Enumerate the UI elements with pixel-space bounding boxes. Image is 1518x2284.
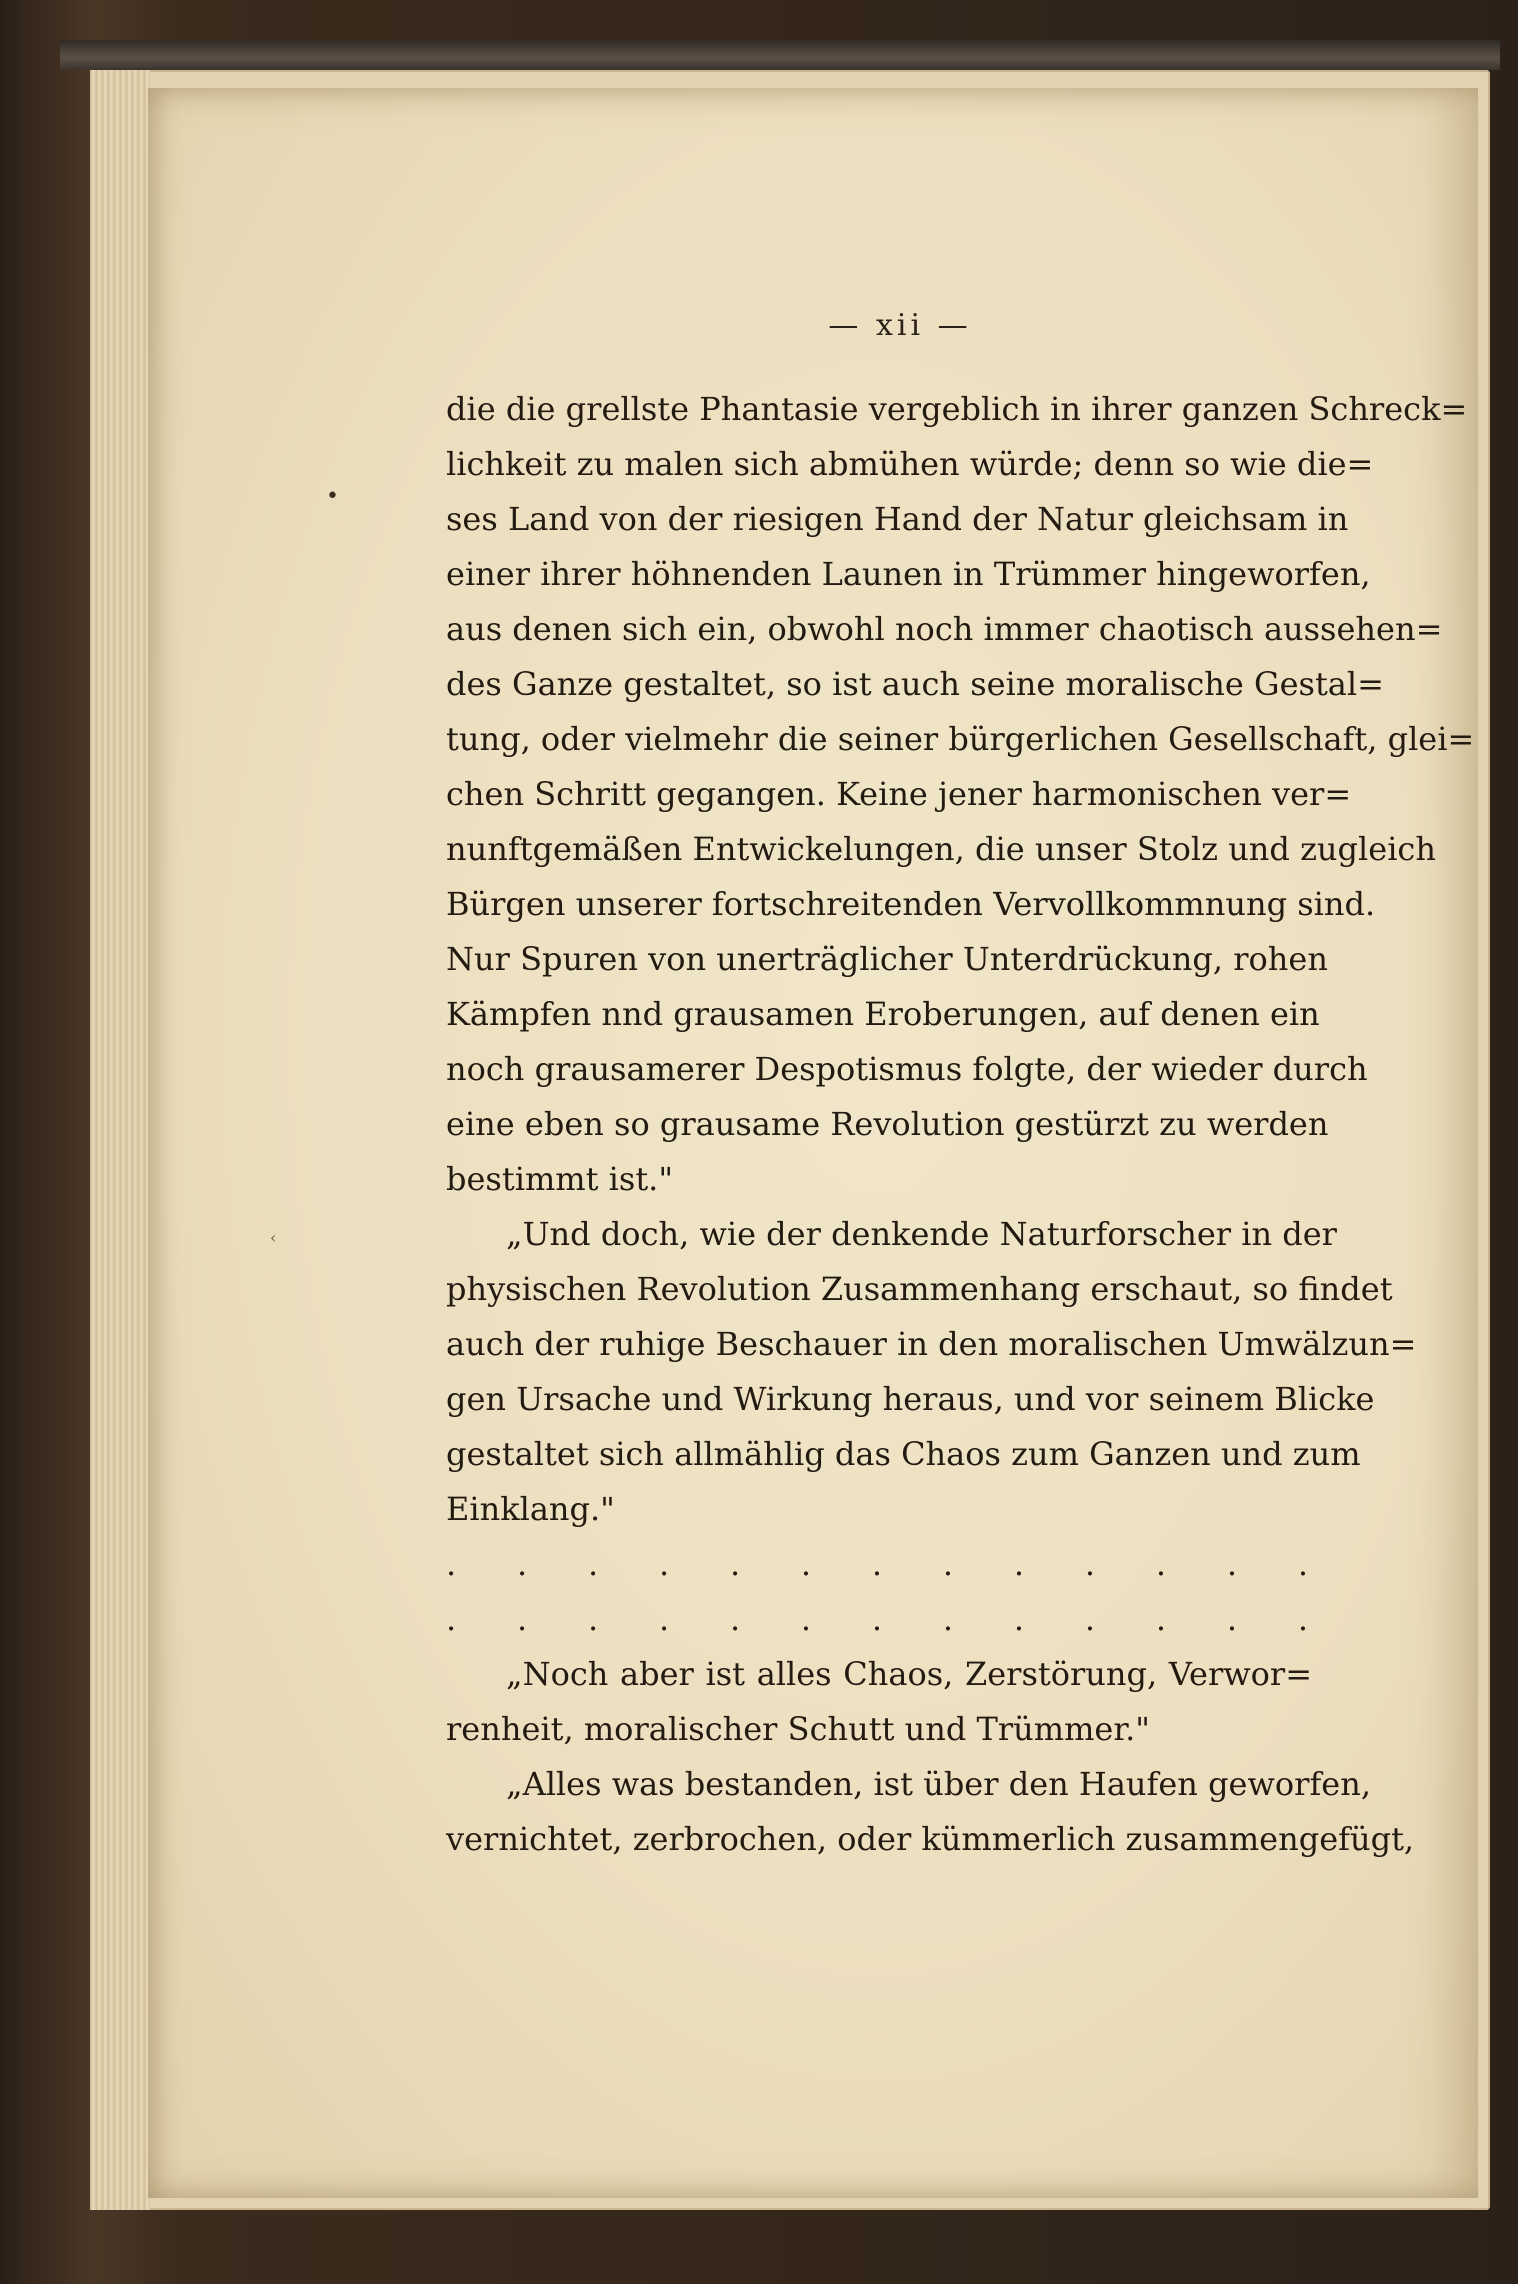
ellipsis-dot: . [1013,1600,1025,1638]
ellipsis-dot: . [446,1545,457,1583]
text-line: gestaltet sich allmählig das Chaos zum Ganzen und zum [446,1435,1361,1473]
text-line: bestimmt ist." [446,1160,674,1198]
text-line: „Alles was bestanden, ist über den Haufen geworfen, [506,1765,1371,1803]
ellipsis-dot: . [871,1600,883,1638]
cover-top-edge [60,40,1500,70]
ellipsis-dot: . [1084,1600,1096,1638]
ellipsis-dot: . [729,1600,741,1638]
ellipsis-dot: . [1013,1545,1025,1583]
ellipsis-dot: . [942,1600,954,1638]
body-text [446,382,1475,1867]
text-line: ses Land von der riesigen Hand der Natur gleichsam in [446,500,1349,538]
text-line: „Und doch, wie der denkende Naturforscher in der [506,1215,1337,1253]
text-line: Einklang." [446,1490,615,1528]
text-line: Nur Spuren von unerträglicher Unterdrückung, rohen [446,940,1328,978]
ellipsis-dot: . [658,1600,670,1638]
text-line: nunftgemäßen Entwickelungen, die unser Stolz und zugleich [446,830,1436,868]
text-line: „Noch aber ist alles Chaos, Zerstörung, Verwor= [506,1655,1312,1693]
ellipsis-dot: . [1226,1545,1237,1583]
text-line: des Ganze gestaltet, so ist auch seine moralische Gestal= [446,665,1384,703]
text-line: noch grausamerer Despotismus folgte, der wieder durch [446,1050,1368,1088]
text-line: aus denen sich ein, obwohl noch immer chaotisch aussehen= [446,610,1443,648]
text-line: einer ihrer höhnenden Launen in Trümmer hingeworfen, [446,555,1371,593]
text-line: Bürgen unserer fortschreitenden Vervollkommnung sind. [446,885,1376,923]
ellipsis-dot: . [800,1600,812,1638]
ellipsis-dot: . [516,1545,528,1583]
ellipsis-dot: . [800,1545,812,1583]
ellipsis-dot: . [1297,1600,1308,1638]
ellipsis-row [446,1592,1312,1647]
text-line: chen Schritt gegangen. Keine jener harmonischen ver= [446,775,1352,813]
text-line: Kämpfen nnd grausamen Eroberungen, auf denen ein [446,995,1320,1033]
text-line: auch der ruhige Beschauer in den moralischen Umwälzun= [446,1325,1417,1363]
margin-mark: • [326,484,339,509]
text-line: vernichtet, zerbrochen, oder kümmerlich zusammengefügt, [446,1820,1415,1858]
ellipsis-dot: . [729,1545,741,1583]
margin-mark-small: ‹ [270,1228,277,1247]
ellipsis-dot: . [446,1600,457,1638]
ellipsis-dot: . [1226,1600,1237,1638]
text-line: gen Ursache und Wirkung heraus, und vor seinem Blicke [446,1380,1375,1418]
ellipsis-dot: . [942,1545,954,1583]
ellipsis-dot: . [1084,1545,1096,1583]
page-number: — xii — [828,308,972,343]
text-line: lichkeit zu malen sich abmühen würde; denn so wie die= [446,445,1374,483]
ellipsis-dot: . [1297,1545,1308,1583]
ellipsis-dot: . [587,1545,599,1583]
text-line: eine eben so grausame Revolution gestürzt zu werden [446,1105,1329,1143]
text-line: physischen Revolution Zusammenhang erschaut, so findet [446,1270,1393,1308]
ellipsis-dot: . [658,1545,670,1583]
ellipsis-dot: . [587,1600,599,1638]
text-line: tung, oder vielmehr die seiner bürgerlichen Gesellschaft, glei= [446,720,1475,758]
ellipsis-dot: . [516,1600,528,1638]
ellipsis-dot: . [1155,1545,1167,1583]
text-line: die die grellste Phantasie vergeblich in ihrer ganzen Schreck= [446,390,1468,428]
text-line: renheit, moralischer Schutt und Trümmer." [446,1710,1151,1748]
ellipsis-row [446,1537,1312,1592]
ellipsis-dot: . [1155,1600,1167,1638]
ellipsis-dot: . [871,1545,883,1583]
